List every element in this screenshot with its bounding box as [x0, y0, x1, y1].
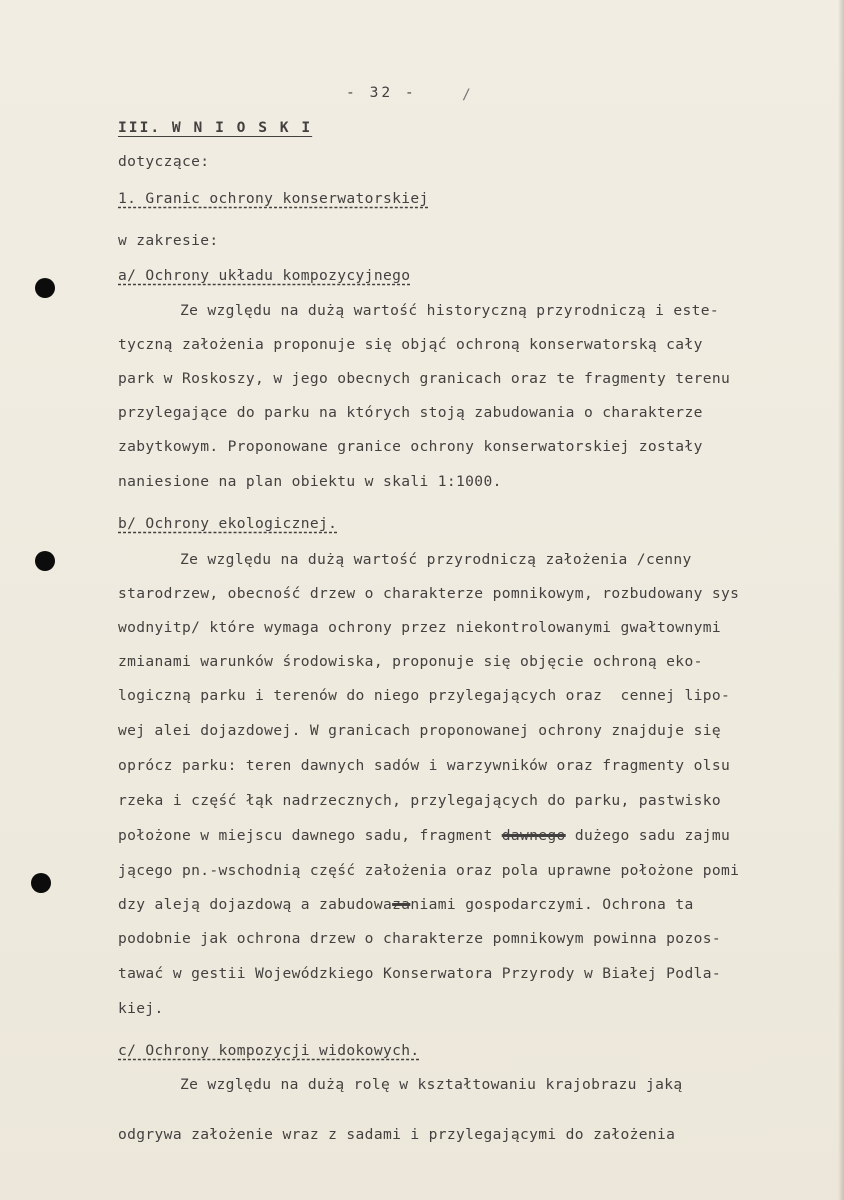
- subheading-a: a/ Ochrony układu kompozycyjnego: [118, 267, 411, 284]
- paragraph-b-line: tawać w gestii Wojewódzkiego Konserwatora Przyrody w Białej Podla-: [118, 965, 721, 982]
- paragraph-b-line: logiczną parku i terenów do niego przylegających oraz cennej lipo-: [118, 687, 731, 704]
- paragraph-b-line: kiej.: [118, 1000, 164, 1017]
- paragraph-b-line: oprócz parku: teren dawnych sadów i warzywników oraz fragmenty olsu: [118, 757, 731, 774]
- page-edge-shadow: [838, 0, 844, 1200]
- scope-text: w zakresie:: [118, 232, 219, 249]
- paragraph-b-line: podobnie jak ochrona drzew o charakterze pomnikowym powinna pozos-: [118, 930, 721, 947]
- section-title: III. W N I O S K I: [118, 119, 313, 136]
- line-text: niami gospodarczymi. Ochrona ta: [410, 896, 694, 913]
- paragraph-a-line: park w Roskoszy, w jego obecnych granicach oraz te fragmenty terenu: [118, 370, 731, 387]
- heading-1: 1. Granic ochrony konserwatorskiej: [118, 190, 429, 207]
- line-text: dużego sadu zajmu: [565, 827, 731, 844]
- paragraph-b-line: [118, 827, 730, 845]
- paragraph-b-line: starodrzew, obecność drzew o charakterze pomnikowym, rozbudowany sys: [118, 585, 740, 602]
- line-text: położone w miejscu dawnego sadu, fragment: [118, 827, 502, 844]
- subheading-c: c/ Ochrony kompozycji widokowych.: [118, 1042, 420, 1059]
- paragraph-b-line: [118, 896, 694, 914]
- paragraph-b-line: Ze względu na dużą wartość przyrodniczą założenia /cenny: [180, 551, 692, 568]
- line-text: dzy aleją dojazdową a zabudowa: [118, 896, 393, 913]
- punch-hole-top: [35, 278, 55, 298]
- paragraph-c-line: Ze względu na dużą rolę w kształtowaniu krajobrazu jaką: [180, 1076, 683, 1093]
- paragraph-b-line: zmianami warunków środowiska, proponuje się objęcie ochroną eko-: [118, 653, 703, 670]
- paragraph-b-line: wodnyitp/ które wymaga ochrony przez niekontrolowanymi gwałtownymi: [118, 619, 721, 636]
- paragraph-b-line: jącego pn.-wschodnią część założenia oraz pola uprawne położone pomi: [118, 862, 740, 879]
- punch-hole-bottom: [31, 873, 51, 893]
- page-number: - 32 -: [346, 84, 417, 101]
- paragraph-b-line: wej alei dojazdowej. W granicach proponowanej ochrony znajduje się: [118, 722, 721, 739]
- paragraph-c-line: odgrywa założenie wraz z sadami i przylegającymi do założenia: [118, 1126, 676, 1143]
- page-mark: /: [462, 86, 472, 103]
- paragraph-a-line: przylegające do parku na których stoją zabudowania o charakterze: [118, 404, 703, 421]
- paragraph-a-line: Ze względu na dużą wartość historyczną przyrodniczą i este-: [180, 302, 720, 319]
- intro-text: dotyczące:: [118, 153, 210, 170]
- punch-hole-middle: [35, 551, 55, 571]
- subheading-b: b/ Ochrony ekologicznej.: [118, 515, 338, 532]
- paragraph-b-line: rzeka i część łąk nadrzecznych, przylegających do parku, pastwisko: [118, 792, 721, 809]
- paragraph-a-line: zabytkowym. Proponowane granice ochrony konserwatorskiej zostały: [118, 438, 703, 455]
- struck-word: dawnego: [501, 827, 566, 844]
- paragraph-a-line: naniesione na plan obiektu w skali 1:1000.: [118, 473, 502, 490]
- paragraph-a-line: tyczną założenia proponuje się objąć ochroną konserwatorską cały: [118, 336, 703, 353]
- struck-letters: za: [392, 896, 411, 913]
